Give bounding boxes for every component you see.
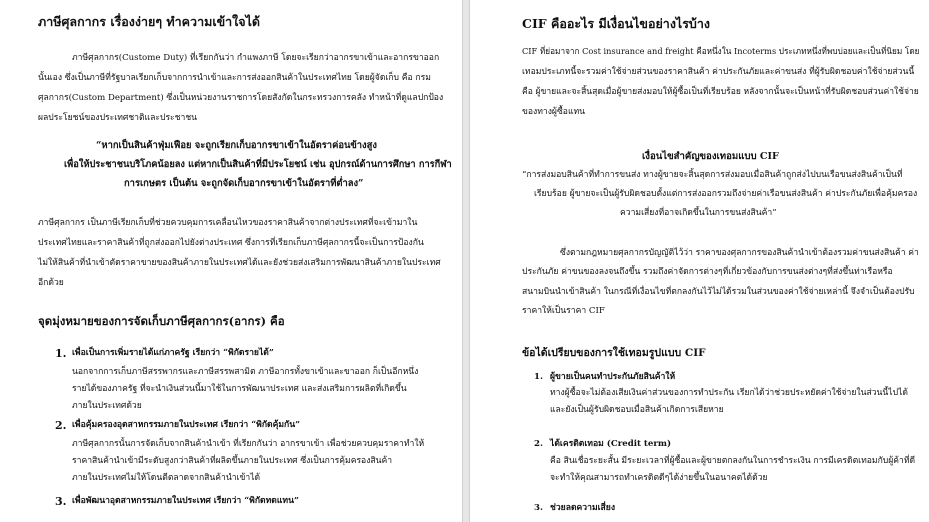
list-item-title: เพื่อพัฒนาอุตสาหกรรมภายในประเทศ เรียกว่า “พิกัดทดแทน” — [72, 496, 299, 506]
page-title: CIF คืออะไร มีเงื่อนไขอย่างไรบ้าง — [522, 16, 710, 31]
paragraph-line: ประกันภัย ค่าขนของลงจนถึงขึ้น รวมถึงค่าจัดการต่างๆที่เกี่ยวข้องกับการขนส่งต่างๆที่ส่งขึ้นท่าเรือหรือ — [522, 267, 893, 277]
intro-line: เทอมประเภทนี้จะรวมค่าใช้จ่ายส่วนของราคาสินค้า ค่าประกันภัยและค่าขนส่ง ที่ผู้รับผิดชอบค่าใช้จ่ายส่วนนี้ — [522, 67, 915, 77]
list-number: 2. — [55, 419, 67, 432]
list-item-line: และยังเป็นผู้รับผิดชอบเมื่อสินค้าเกิดการเสียหาย — [550, 405, 724, 415]
intro-line: CIF ที่ย่อมาจาก Cost insurance and freight คือหนึ่งใน Incoterms ประเภทหนึ่งที่พบบ่อยและเป็นที่นิยม โดย — [522, 47, 920, 57]
intro-line: ภาษีศุลกากร(Custome Duty) ที่เรียกกันว่า กำแพงภาษี โดยจะเรียกว่าอากรขาเข้าและอากรขาออก — [72, 53, 440, 63]
document-page-right — [470, 0, 929, 522]
intro-line: คือ ผู้ขายและจะสิ้นสุดเมื่อผู้ขายส่งมอบให้ผู้ซื้อเป็นที่เรียบร้อย หลังจากนั้นจะเป็นหน้าที่รับผิดชอบส่วนค่าใช้จ่าย — [522, 87, 919, 97]
intro-line: ศุลกากร(Custom Department) ซึ่งเป็นหน่วยงานราชการโดยสังกัดในกระทรวงการคลัง ทำหน้าที่ดูแลปกป้อง — [38, 93, 444, 103]
list-item-title: ช่วยลดความเสี่ยง — [550, 503, 616, 513]
list-item-title: ผู้ขายเป็นคนทำประกันภัยสินค้าให้ — [550, 372, 676, 382]
paragraph-line: อีกด้วย — [38, 278, 64, 288]
list-item-line: ภายในประเทศด้วย — [72, 401, 142, 411]
list-item-line: รายได้ของภาครัฐ ที่จะนำเงินส่วนนี้มาใช้ในการพัฒนาประเทศ และส่งเสริมการผลิตที่เกิดขึ้น — [72, 384, 407, 394]
intro-line: ผลประโยชน์ของประเทศชาติและประชาชน — [38, 113, 198, 123]
quote-line: “หากเป็นสินค้าฟุ่มเฟือย จะถูกเรียกเก็บอากรขาเข้าในอัตราค่อนข้างสูง — [96, 140, 377, 151]
section-heading: จุดมุ่งหมายของการจัดเก็บภาษีศุลกากร(อากร) คือ — [38, 314, 285, 328]
list-item-line: ราคาสินค้านำเข้ามีระดับสูงกว่าสินค้าที่ผลิตขึ้นภายในประเทศ ซึ่งเป็นการคุ้มครองสินค้า — [72, 456, 393, 466]
section-heading: เงื่อนไขสำคัญของเทอมแบบ CIF — [642, 151, 779, 162]
intro-line: นั้นเอง ซึ่งเป็นภาษีที่รัฐบาลเรียกเก็บจากการนำเข้าและการส่งออกสินค้าในประเทศไทย โดยผู้จัดเก็บ คือ กรม — [38, 73, 431, 83]
quote-line: เพื่อให้ประชาชนบริโภคน้อยลง แต่หากเป็นสินค้าที่มีประโยชน์ เช่น อุปกรณ์ด้านการศึกษา การกีฬา — [64, 159, 452, 170]
section-heading: ข้อได้เปรียบของการใช้เทอมรูปแบบ CIF — [522, 347, 706, 359]
paragraph-line: ซึ่งตามกฎหมายศุลกากรบัญญัติไว้ว่า ราคาของศุลกากรของสินค้านำเข้าต้องรวมค่าขนส่งสินค้า ค่า — [560, 248, 919, 258]
document-page-left — [0, 0, 462, 522]
paragraph-line: สนามบินนำเข้าสินค้า ในกรณีที่เงื่อนไขที่ตกลงกันไว้ไม่ได้รวมในส่วนของค่าใช้จ่ายเหล่านี้ จึงจำเป็นต้องปรับ — [522, 287, 915, 297]
list-item-line: คือ สินเชื่อระยะสั้น มีระยะเวลาที่ผู้ซื้อและผู้ขายตกลงกันในการชำระเงิน การมีเครดิตเทอมกับผู้ค้าที่ดี — [550, 456, 916, 466]
quote-line: “การส่งมอบสินค้าที่ทำการขนส่ง ทางผู้ขายจะสิ้นสุดการส่งมอบเมื่อสินค้าถูกส่งไปบนเรือขนส่งสินค้าเป็นที่ — [522, 170, 903, 180]
list-item-line: ภาษีศุลกากรนั้นการจัดเก็บจากสินค้านำเข้า ที่เรียกกันว่า อากรขาเข้า เพื่อช่วยควบคุมราคาทำให้ — [72, 439, 425, 449]
paragraph-line: ราคาให้เป็นราคา CIF — [522, 306, 605, 316]
list-item-line: จะทำให้คุณสามารถทำเครดิตดีๆได้ง่ายขึ้นในอนาคตได้ด้วย — [550, 473, 768, 483]
list-item-line: นอกจากการเก็บภาษีสรรพากรและภาษีสรรพสามิต ภาษีอากรทั้งขาเข้าและขาออก ก็เป็นอีกหนึ่ง — [72, 367, 419, 377]
page-title: ภาษีศุลกากร เรื่องง่ายๆ ทำความเข้าใจได้ — [38, 14, 260, 29]
list-number: 1. — [55, 347, 67, 360]
paragraph-line: ประเทศไทยและราคาสินค้าที่ถูกส่งออกไปยังต่างประเทศ ซึ่งการที่เรียกเก็บภาษีศุลกากรนี้จะเป็นการป้องกัน — [38, 238, 424, 248]
list-item-title: เพื่อเป็นการเพิ่มรายได้แก่ภาครัฐ เรียกว่า “พิกัดรายได้” — [72, 348, 274, 358]
list-number: 2. — [534, 439, 543, 449]
quote-line: ความเสี่ยงที่อาจเกิดขึ้นในการขนส่งสินค้า” — [620, 208, 777, 218]
list-number: 1. — [534, 372, 543, 382]
page-separator — [462, 0, 470, 522]
paragraph-line: ภาษีศุลกากร เป็นภาษีเรียกเก็บที่ช่วยควบคุมการเคลื่อนไหวของราคาสินค้าจากต่างประเทศที่จะเข้ามาใน — [38, 218, 418, 228]
list-number: 3. — [534, 503, 543, 513]
intro-line: ของทางผู้ซื้อแทน — [522, 107, 586, 117]
list-item-line: ภายในประเทศไม่ให้โดนตีตลาดจากสินค้านำเข้าได้ — [72, 473, 261, 483]
list-item-line: ทางผู้ซื้อจะไม่ต้องเสียเงินค่าส่วนของการทำประกัน เรียกได้ว่าช่วยประหยัดค่าใช้จ่ายในส่วนนี้ไปได้ — [550, 388, 908, 398]
list-item-title: ได้เครดิตเทอม (Credit term) — [550, 439, 672, 449]
quote-line: เรียบร้อย ผู้ขายจะเป็นผู้รับผิดชอบตั้งแต่การส่งออกรวมถึงจ่ายค่าเรือขนส่งสินค้า ค่าประกันภัยเพื่อคุ้มครอง — [534, 189, 918, 199]
list-item-title: เพื่อคุ้มครองอุตสาหกรรมภายในประเทศ เรียกว่า “พิกัดคุ้มกัน” — [72, 420, 301, 430]
list-number: 3. — [55, 495, 67, 508]
paragraph-line: ไม่ให้สินค้าที่นำเข้าตัดราคาขายของสินค้าภายในประเทศได้และยังช่วยส่งเสริมการพัฒนาสินค้าภายในประเทศ — [38, 258, 441, 268]
quote-line: การเกษตร เป็นต้น จะถูกจัดเก็บอากรขาเข้าในอัตราที่ต่ำลง” — [124, 178, 364, 189]
